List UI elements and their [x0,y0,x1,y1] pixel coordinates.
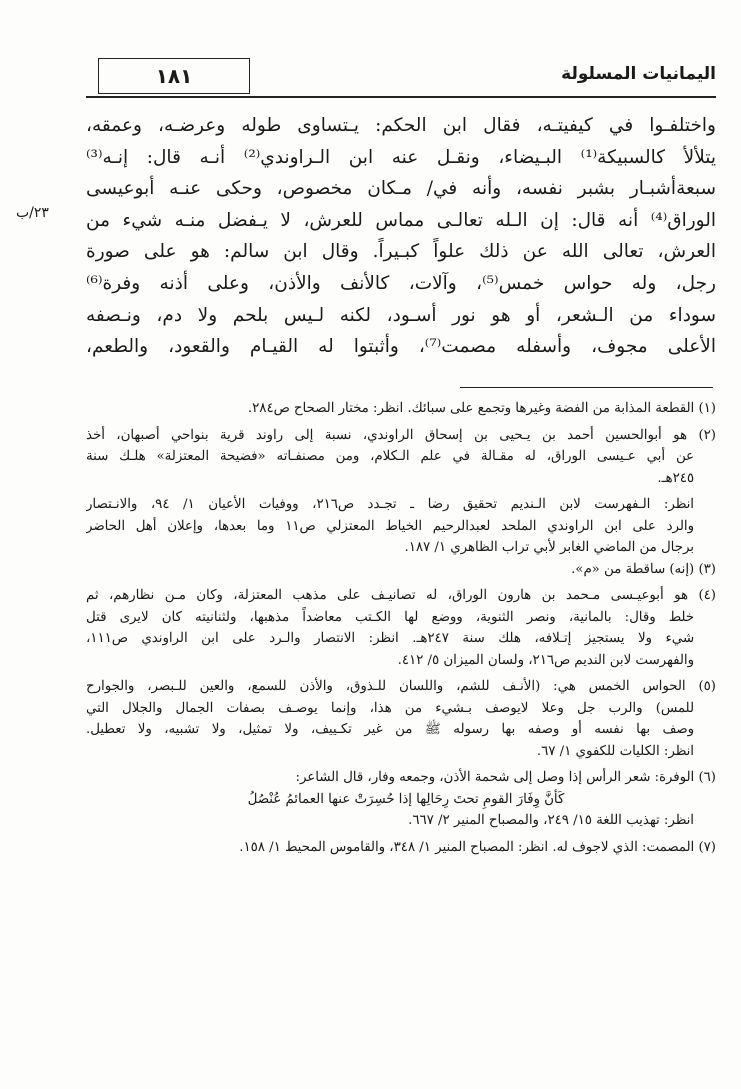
footnote-line: برجال من الماضي الغابر لأبي تراب الظاهري ١/ ١٨٧. [404,540,694,555]
body-line: سبعةأشبـار بشبر نفسه، وأنه في/ مـكان مخصوص، وحكى عنـه أبوعيسى [86,178,716,200]
footnote-line: (١) القطعة المذابة من الفضة وغيرها وتجمع على سبائك. انظر: مختار الصحاح ص٢٨٤. [247,401,716,416]
body-line: الوراق⁽⁴⁾ أنه قال: إن الـله تعالـى مماس للعرش، لا يـفضل منـه شيء من [86,209,716,231]
footnote-line: (٧) المصمت: الذي لاجوف له. انظر: المصباح المنير ١/ ٣٤٨، والقاموس المحيط ١/ ١٥٨. [239,839,716,855]
footnote-line: انظر: تهذيب اللغة ١٥/ ٢٤٩، والمصباح المنير ٢/ ٦٦٧. [408,813,694,828]
footnote-line: (٣) (إنه) ساقطة من «م». [571,561,716,577]
page-number: ١٨١ [98,58,250,94]
body-line: يتلألأ كالسبيكة⁽¹⁾ البـيضاء، ونقـل عنه ابن الـراوندي⁽²⁾ أنـه قال: إنـه⁽³⁾ [86,146,716,168]
header-rule [86,96,716,98]
footnote-3 [86,559,716,581]
footnote-line: (٢) هو أبوالحسين أحمد بن يـحيى بن إسحاق الراوندي، نسبة إلى راوند قرية بنواحي أصبهان، أخذ [86,427,716,443]
body-line: سوداء من الـشعر، أو هو نور أسـود، لكنه لـيس بلحم ولا دم، ونـصفه [86,304,716,326]
footnote-separator [460,387,713,388]
footnote-line: (٤) هو أبوعيـسى مـحمد بن هارون الوراق، له تصانيـف على مذهب المعتزلة، وكان مـن نظارهم، ثم [86,588,716,603]
footnote-line: (٦) الوفرة: شعر الرأس إذا وصل إلى شحمة الأذن، وجمعه وفار، قال الشاعر: [295,770,716,785]
footnote-line: (٥) الحواس الخمس هي: (الأنـف للشم، واللسان للـذوق، والأذن للسمع، والعين للـبصر، والجوارح [86,679,716,694]
margin-manuscript-reference: ٢٣/ب [16,205,49,221]
footnote-line: ٢٤٥هـ. [657,470,694,486]
body-line: رجل، وله حواس خمس⁽⁵⁾، وآلات، كالأنف والأذن، وعلى أذنه وفرة⁽⁶⁾ [86,272,716,294]
footnote-line: وصف بها نفسه أو وصفه بها رسوله ﷺ من غير تكـييف، ولا تمثيل، ولا تشبيه، ولا تعطيل. [86,722,694,737]
body-line: الأعلى مجوف، وأسفله مصمت⁽⁷⁾، وأثبتوا له القيـام والقعود، والطعم، [86,336,716,358]
page-header [86,50,716,100]
footnote-poem-verse: كَأنَّ وِفَارَ القومِ تحتَ رِحَالِها إذا حُسِرَتْ عنها العمائمُ عُنْصُلُ [247,791,565,807]
main-text [86,110,716,363]
footnote-6 [86,767,716,832]
footnote-line: والرد على ابن الراوندي الملحد لعبدالرحيم الخياط المعتزلي ص١١ وما بعدها، وإعلان أهل الحاضر [86,518,695,534]
footnotes [86,398,716,858]
body-line: العرش، تعالى الله عن ذلك علواً كبـيراً. وقال ابن سالم: هو على صورة [86,241,716,263]
footnote-1 [86,398,716,420]
footnote-line: انظر: الـفهرست لابن الـنديم تحقيق رضا ـ تجـدد ص٢١٦، ووفيات الأعيان ١/ ٩٤، والانـتصار [86,497,694,512]
footnote-line: والفهرست لابن النديم ص٢١٦، ولسان الميزان ٥/ ٤١٢. [397,652,694,668]
footnote-7 [86,837,716,859]
footnote-2 [86,425,716,559]
running-title: اليمانيات المسلولة [561,64,716,84]
footnote-line: خلط وقال: بالمانية، ونصر الثنوية، ووضع لها الكـتب معاضداً مذهبها، ولثنانيته كان لايرى قتل [86,609,694,625]
footnote-line: عن أبي عـيسى الوراق، له مقـالة في علم الـكلام، ومن مصنفـاته «فضيحة المعتزلة» هلـك سنة [86,449,694,464]
footnote-line: انظر: الكليات للكفوي ١/ ٦٧. [536,743,694,759]
footnote-line: شيء ولا يستجيز إتـلافه، هلك سنة ٢٤٧هـ. انظر: الانتصار والـرد على ابن الراوندي ص١١١، [86,631,694,646]
footnote-4 [86,585,716,671]
body-line: واختلفـوا في كيفيتـه، فقال ابن الحكم: يـتساوى طوله وعرضـه، وعمقه، [86,115,716,136]
footnote-line: للمس) والرب جل وعلا لايوصف بـشيء من هذا، وإنما يوصـف بصفات الجمال والجلال التي [86,700,694,716]
footnote-5 [86,676,716,762]
